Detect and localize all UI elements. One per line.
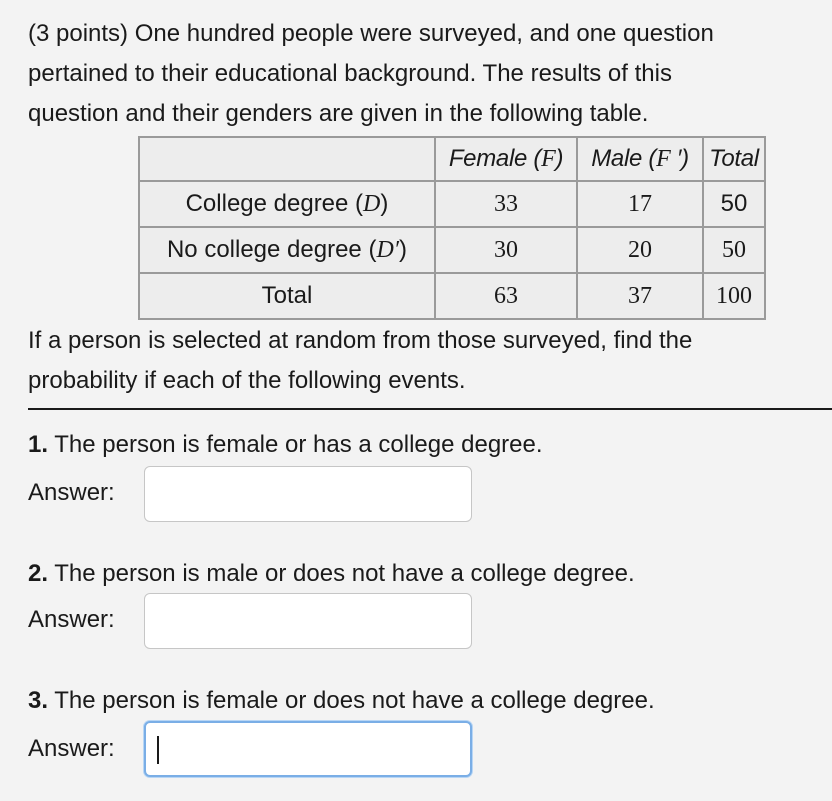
question-3 xyxy=(28,685,655,717)
cell-grand-total: 100 xyxy=(703,273,765,319)
intro-line-1: (3 points) One hundred people were surveyed, and one question xyxy=(28,20,714,47)
question-1-text: The person is female or has a college degree. xyxy=(48,431,543,458)
header-male: Male (F ′) xyxy=(577,137,703,181)
cell-no-college-male: 20 xyxy=(577,227,703,273)
table-corner-cell xyxy=(139,137,435,181)
table-header-row xyxy=(139,137,765,181)
cell-college-female: 33 xyxy=(435,181,577,227)
answer-3-input[interactable] xyxy=(144,721,472,777)
header-total: Total xyxy=(703,137,765,181)
answer-2-input[interactable] xyxy=(144,593,472,649)
header-female: Female (F) xyxy=(435,137,577,181)
section-divider xyxy=(28,408,832,410)
row-label-no-college-degree: No college degree (D′) xyxy=(139,227,435,273)
answer-3-label: Answer: xyxy=(28,735,115,762)
row-label-total: Total xyxy=(139,273,435,319)
question-2 xyxy=(28,558,635,590)
cell-college-total: 50 xyxy=(703,181,765,227)
prompt-line-1: If a person is selected at random from those surveyed, find the xyxy=(28,327,693,354)
cell-college-male: 17 xyxy=(577,181,703,227)
answer-2-label: Answer: xyxy=(28,606,115,633)
question-1 xyxy=(28,429,543,461)
table-row xyxy=(139,181,765,227)
prompt-text xyxy=(28,321,828,401)
intro-line-3: question and their genders are given in the following table. xyxy=(28,100,649,127)
text-cursor xyxy=(157,736,159,764)
cell-total-female: 63 xyxy=(435,273,577,319)
answer-1-label: Answer: xyxy=(28,479,115,506)
answer-1-input[interactable] xyxy=(144,466,472,522)
cell-no-college-female: 30 xyxy=(435,227,577,273)
table-row xyxy=(139,273,765,319)
question-2-number: 2. xyxy=(28,560,49,587)
question-3-text: The person is female or does not have a college degree. xyxy=(48,687,655,714)
question-1-number: 1. xyxy=(28,431,49,458)
cell-total-male: 37 xyxy=(577,273,703,319)
intro-line-2: pertained to their educational background. The results of this xyxy=(28,60,672,87)
table-row xyxy=(139,227,765,273)
intro-text xyxy=(28,14,828,134)
question-3-number: 3. xyxy=(28,687,49,714)
row-label-college-degree: College degree (D) xyxy=(139,181,435,227)
cell-no-college-total: 50 xyxy=(703,227,765,273)
survey-table xyxy=(138,136,766,320)
prompt-line-2: probability if each of the following events. xyxy=(28,367,466,394)
question-2-text: The person is male or does not have a college degree. xyxy=(48,560,635,587)
